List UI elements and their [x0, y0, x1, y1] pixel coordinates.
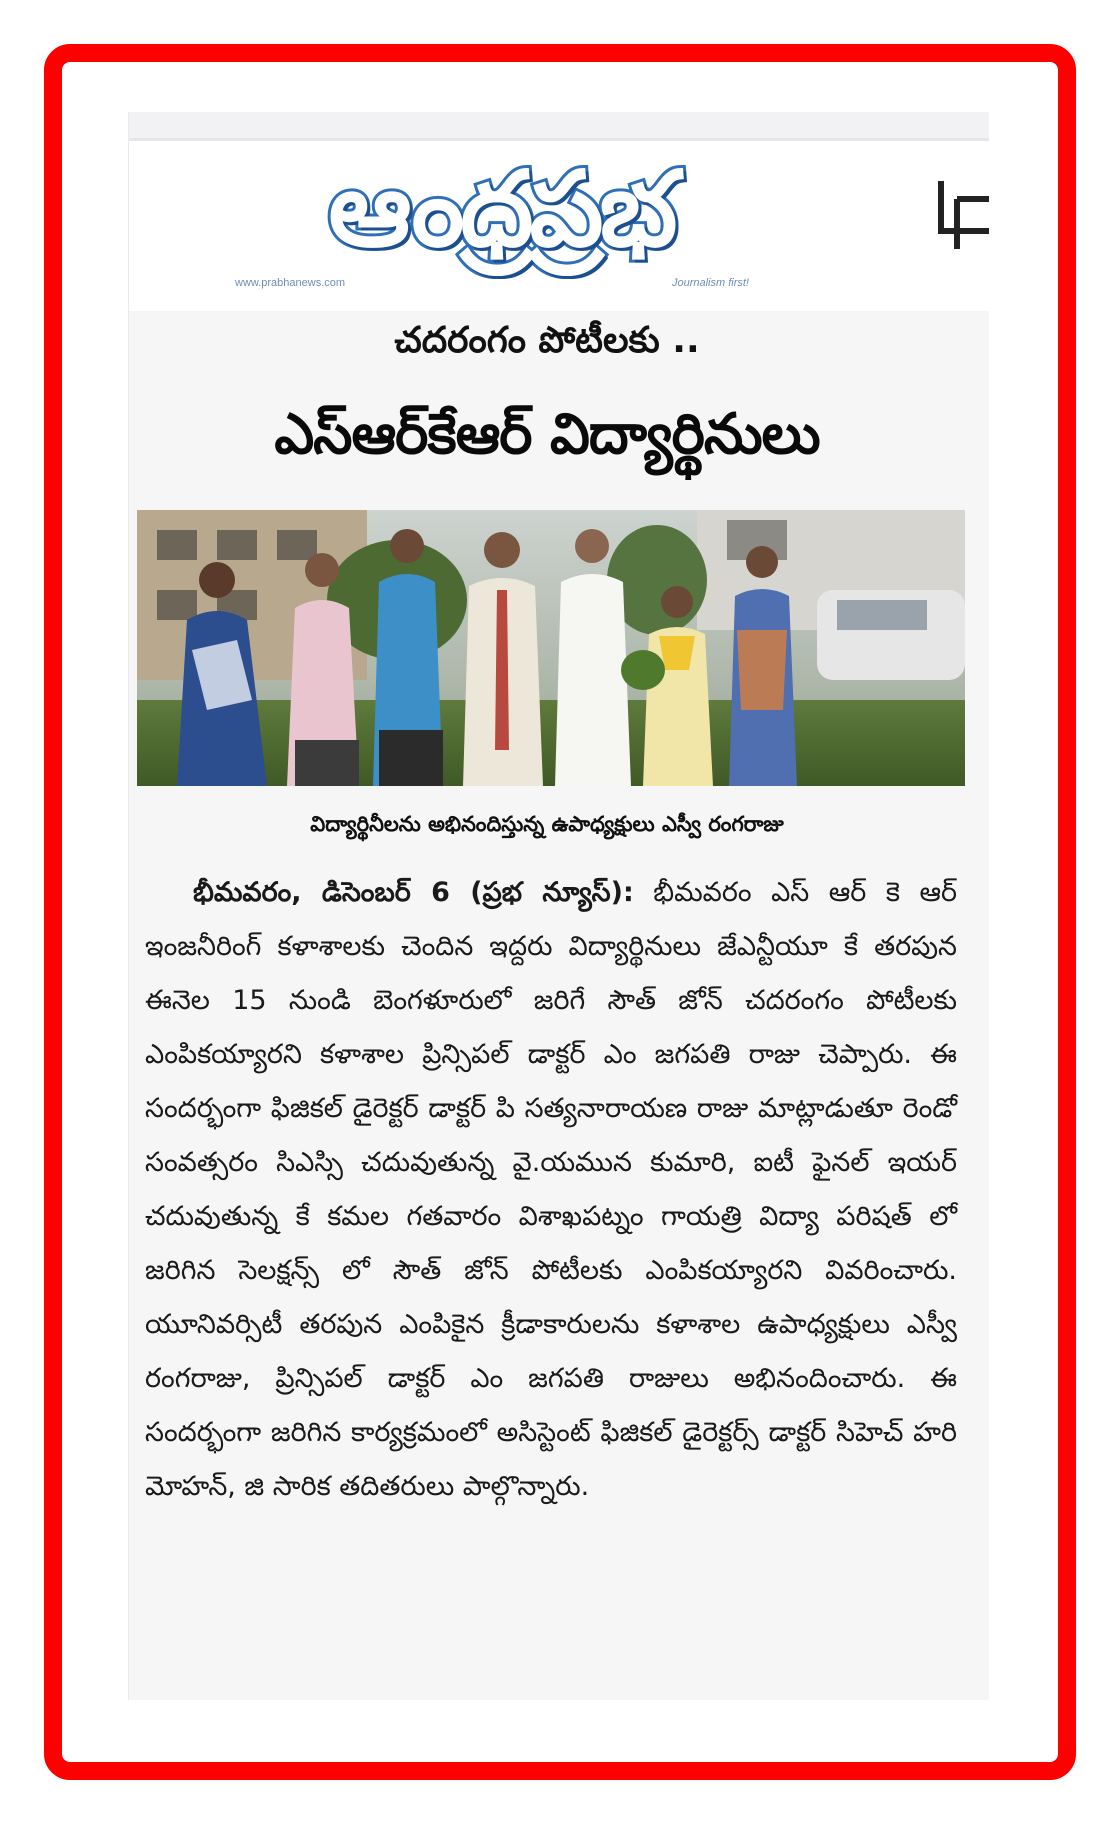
newspaper-clipping	[128, 112, 989, 1700]
article-kicker: చదరంగం పోటీలకు ..	[394, 320, 700, 361]
top-strip	[129, 112, 989, 141]
logo-website: www.prabhanews.com	[235, 277, 346, 289]
photo-caption: విద్యార్థినీలను అభినందిస్తున్న ఉపాధ్యక్షులు ఎస్వీ రంగరాజు	[310, 812, 784, 836]
logo-text: ఆంధ్రప్రభ	[328, 148, 674, 270]
masthead	[129, 141, 989, 311]
article-headline: ఎస్ఆర్‌కేఆర్ విద్యార్థినులు	[274, 402, 820, 467]
newspaper-logo	[221, 149, 781, 289]
article-body-text: భీమవరం ఎస్ ఆర్ కె ఆర్ ఇంజనీరింగ్ కళాశాలకు చెందిన ఇద్దరు విద్యార్థినులు జేఎన్టీయూ కే తరపున ఈనెల 15 నుండి బెంగళూరులో జరిగే సౌత్ జోన్ చదరంగం పోటీలకు ఎంపికయ్యారని కళాశాల ప్రిన్సిపల్ డాక్టర్ ఎం జగపతి రాజు చెప్పారు. ఈ సందర్భంగా ఫిజికల్ డైరెక్టర్ డాక్టర్ పి సత్యనారాయణ రాజు మాట్లాడుతూ రెండో సంవత్సరం సిఎస్సి చదువుతున్న వై.యమున కుమారి, ఐటీ ఫైనల్ ఇయర్ చదువుతున్న కే కమల గతవారం విశాఖపట్నం గాయత్రి విద్యా పరిషత్ లో జరిగిన సెలక్షన్స్ లో సౌత్ జోన్ పోటీలకు ఎంపికయ్యారని వివరించారు. యూనివర్సిటీ తరపున ఎంపికైన క్రీడాకారులను కళాశాల ఉపాధ్యక్షులు ఎస్వీ రంగరాజు, ప్రిన్సిపల్ డాక్టర్ ఎం జగపతి రాజులు అభినందించారు. ఈ సందర్భంగా జరిగిన కార్యక్రమంలో అసిస్టెంట్ ఫిజికల్ డైరెక్టర్స్ డాక్టర్ సిహెచ్ హరి మోహన్, జి సారిక తదితరులు పాల్గొన్నారు.	[145, 877, 957, 1502]
article-body	[145, 866, 957, 1514]
logo-tagline: Journalism first!	[671, 277, 749, 289]
article-photo	[137, 510, 965, 786]
crop-corner-icon	[927, 171, 989, 261]
article-dateline: భీమవరం, డిసెంబర్ 6 (ప్రభ న్యూస్):	[193, 877, 634, 908]
